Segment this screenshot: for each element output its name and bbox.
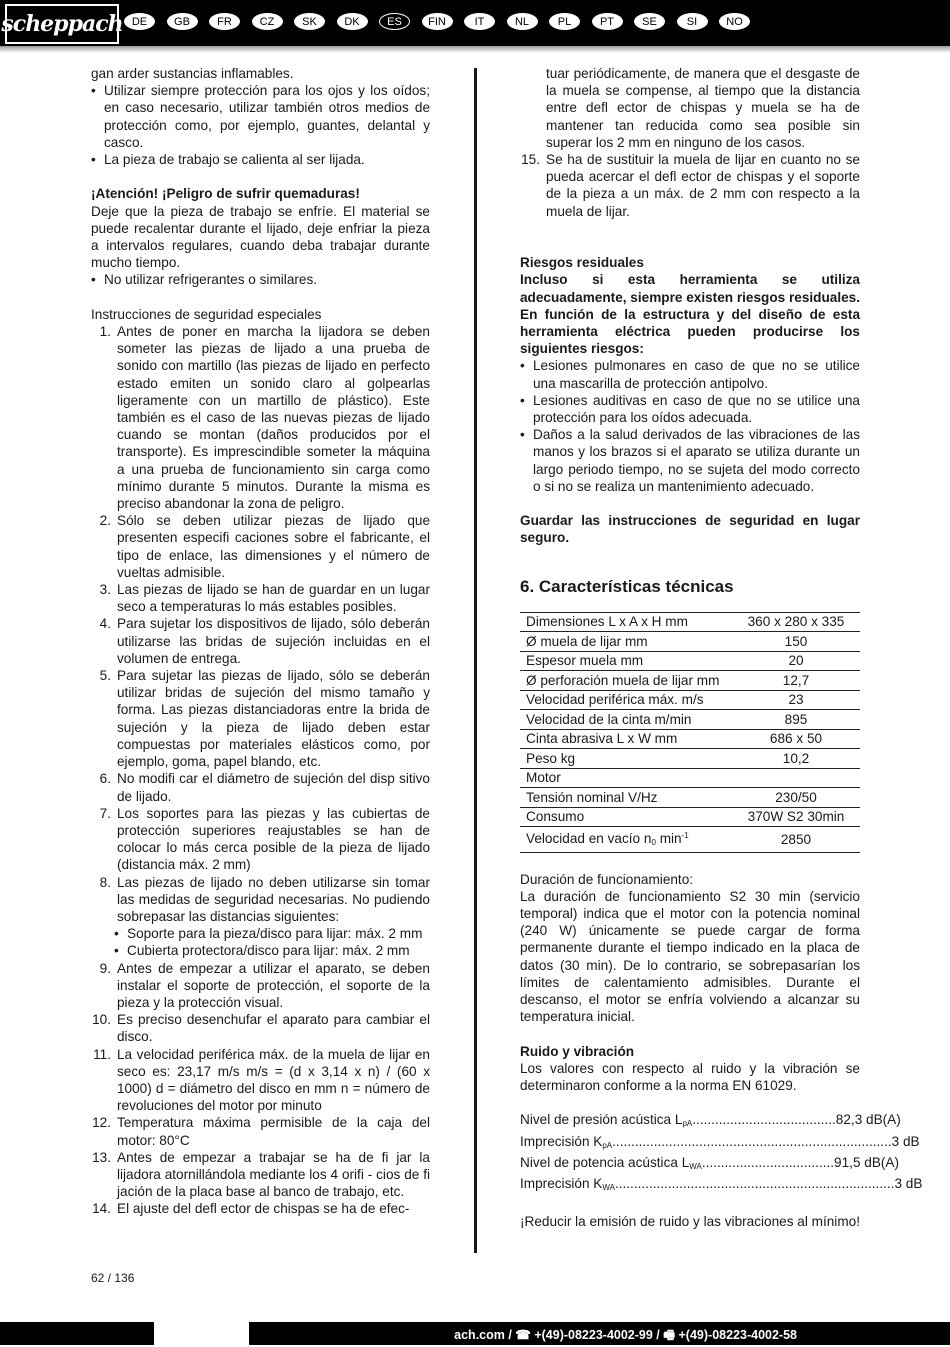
page-number: 62 / 136 <box>91 1271 135 1285</box>
spec-label: Velocidad de la cinta m/min <box>520 710 732 730</box>
spec-value: 370W S2 30min <box>732 807 860 827</box>
spec-value: 20 <box>732 651 860 671</box>
numbered-item: 8. Las piezas de lijado no deben utilizarse sin tomar las medidas de seguridad necesarias. No pudiendo sobrepasar las distancias siguientes: <box>99 874 430 924</box>
language-no[interactable]: NO <box>719 13 750 30</box>
bullet-item: • Utilizar siempre protección para los ojos y los oídos; en caso necesario, utilizar también otros medios de protección como, por ejemplo, guantes, delantal y casco. <box>91 82 430 151</box>
spec-row <box>520 827 860 853</box>
spec-row <box>520 807 860 827</box>
spec-row <box>520 749 860 769</box>
item-14-continuation: tuar periódicamente, de manera que el desgaste de la muela se compense, al tiempo que la distancia entre defl ector de chispas y muela se ha de mantener tan reducida como sea posible sin superar los 2 mm en ninguno de los casos. <box>546 66 860 150</box>
spec-label: Peso kg <box>520 749 732 769</box>
language-fin[interactable]: FIN <box>422 13 453 30</box>
sub-bullet-item: • Soporte para la pieza/disco para lijar: máx. 2 mm <box>91 925 430 942</box>
special-instructions-title: Instrucciones de seguridad especiales <box>91 306 322 322</box>
noise-text: Los valores con respecto al ruido y la vibración se determinaron conforme a la norma EN 61029. <box>520 1060 860 1093</box>
noise-row: Imprecisión $K_{WA}$ .......................................................................... 3 dB <box>520 1175 923 1192</box>
residual-risks-intro: Incluso si esta herramienta se utiliza adecuadamente, siempre existen riesgos residuales. En función de la estructura y del diseño de esta herramienta eléctrica pueden producirse los siguientes riesgos: <box>520 272 861 357</box>
language-se[interactable]: SE <box>634 13 665 30</box>
spec-value: 230/50 <box>732 788 860 808</box>
column-divider <box>474 68 477 1253</box>
reduce-note: ¡Reducir la emisión de ruido y las vibraciones al mínimo! <box>520 1214 860 1230</box>
numbered-item: 2. Sólo se deben utilizar piezas de lijado que presenten especifi caciones sobre el fabricante, el tipo de enlace, las dimensiones y el número de vueltas admisible. <box>99 513 430 580</box>
numbered-item: 7. Los soportes para las piezas y las cubiertas de protección superiores reajustables se han de colocar lo más cerca posible de la pieza de lijado (distancia máx. 2 mm) <box>99 805 430 873</box>
noise-row: Imprecisión $K_{pA}$ .......................................................................... 3 dB <box>520 1133 920 1150</box>
numbered-item: 11. La velocidad periférica máx. de la muela de lijar en seco es: 23,17 m/s m/s = (d x 3,14 x n) / (60 x 1000) d = diámetro del disco en mm n = número de revoluciones del motor por minuto <box>93 1046 430 1114</box>
spec-value: 23 <box>732 690 860 710</box>
footer-contact: ach.com / ☎ +(49)-08223-4002-99 / 🖷 +(49)-08223-4002-58 <box>454 1328 797 1342</box>
residual-risks-title: Riesgos residuales <box>520 255 644 271</box>
language-sk[interactable]: SK <box>294 13 325 30</box>
noise-row: Nivel de presión acústica $L_{pA}$ ...................................... 82,3 dB(A) <box>520 1112 901 1129</box>
spec-label: Velocidad periférica máx. m/s <box>520 690 732 710</box>
spec-row <box>520 710 860 730</box>
spec-row <box>520 788 860 808</box>
risk-item: • Lesiones auditivas en caso de que no se utilice una protección para los oídos adecuada. <box>520 392 860 426</box>
language-fr[interactable]: FR <box>209 13 240 30</box>
bullet-item: • La pieza de trabajo se calienta al ser lijada. <box>91 151 430 168</box>
numbered-item: 12. Temperatura máxima permisible de la caja del motor: 80°C <box>92 1115 430 1148</box>
numbered-item: 4. Para sujetar los dispositivos de lijado, sólo deberán utilizarse las bridas de sujeción incluidas en el volumen de entrega. <box>99 616 430 666</box>
risk-item: • Lesiones pulmonares en caso de que no se utilice una mascarilla de protección antipolvo. <box>520 357 860 391</box>
duty-title: Duración de funcionamiento: <box>520 871 694 887</box>
section-title: 6. Características técnicas <box>520 576 734 596</box>
bullet-item: • No utilizar refrigerantes o similares. <box>91 271 430 288</box>
spec-row <box>520 612 860 632</box>
language-it[interactable]: IT <box>464 13 495 30</box>
spec-label: Velocidad en vacío $n_0$ $\min^{-1}$ <box>520 827 732 853</box>
noise-title: Ruido y vibración <box>520 1043 635 1059</box>
text-line: gan arder sustancias inflamables. <box>91 66 294 81</box>
left-column <box>91 65 430 1218</box>
spec-row <box>520 671 860 691</box>
language-gb[interactable]: GB <box>167 13 198 30</box>
spec-label: Consumo <box>520 807 732 827</box>
spec-value: 10,2 <box>732 749 860 769</box>
spec-value: 12,7 <box>732 671 860 691</box>
spec-value: 895 <box>732 710 860 730</box>
keep-instructions-note: Guardar las instrucciones de seguridad en lugar seguro. <box>520 513 860 546</box>
numbered-item: 1. Antes de poner en marcha la lijadora se deben someter las piezas de lijado a una prueba de sonido con martillo (las piezas de lijado en perfecto estado emiten un sonido claro al golpearlas ligeramente con un martillo de plástico). Este también es el caso de las nuevas piezas de lijado cuando se montan (daños producidos por el transporte). Es imprescindible someter la máquina a una prueba de funcionamiento sin carga como mínimo durante 5 minutos. Durante la misma es preciso abandonar la zona de peligro. <box>99 324 430 512</box>
language-de[interactable]: DE <box>124 13 155 30</box>
spec-label: Motor <box>520 768 732 788</box>
spec-row <box>520 690 860 710</box>
spec-label: Ø perforación muela de lijar mm <box>520 671 732 691</box>
spec-value: 686 x 50 <box>732 729 860 749</box>
spec-value: 360 x 280 x 335 <box>732 612 860 632</box>
language-pt[interactable]: PT <box>592 13 623 30</box>
footer-gap <box>154 1322 249 1345</box>
numbered-item: 3. Las piezas de lijado se han de guardar en un lugar seco a temperaturas lo más estables posibles. <box>99 582 430 615</box>
warning-text: Deje que la pieza de trabajo se enfríe. El material se puede recalentar durante el lijado, deje enfriar la pieza a intervalos regulares, cuando deba trabajar durante mucho tiempo. <box>91 203 430 271</box>
spec-value: 150 <box>732 632 860 652</box>
duty-text: La duración de funcionamiento S2 30 min (servicio temporal) indica que el motor con la potencia nominal (240 W) únicamente se puede cargar de forma permanente durante el tiempo indicado en la placa de datos (30 min). De lo contrario, se sobrepasarían los límites de calentamiento admisibles. Durante el descanso, el motor se enfría volviendo a alcanzar su temperatura inicial. <box>520 888 860 1025</box>
numbered-item: 10. Es preciso desenchufar el aparato para cambiar el disco. <box>92 1012 430 1045</box>
numbered-item: 15. Se ha de sustituir la muela de lijar en cuanto no se pueda acercar el defl ector de chispas y el soporte de la pieza a un máx. de 2 mm con respecto a la muela de lijar. <box>521 152 860 219</box>
numbered-item: 5. Para sujetar las piezas de lijado, sólo se deberán utilizar bridas de sujeción del mismo tamaño y forma. Las piezas distanciadoras entre la brida de sujeción y la pieza de lijado deben estar compuestas por materiales elásticos como, por ejemplo, goma, papel blando, etc. <box>99 668 430 770</box>
numbered-item: 14. El ajuste del defl ector de chispas se ha de efec- <box>92 1201 410 1217</box>
numbered-item: 6. No modifi car el diámetro de sujeción del disp sitivo de lijado. <box>99 771 430 804</box>
spec-value: 2850 <box>732 827 860 853</box>
sub-bullet-item: • Cubierta protectora/disco para lijar: máx. 2 mm <box>91 942 430 959</box>
language-nl[interactable]: NL <box>507 13 538 30</box>
spec-label: Ø muela de lijar mm <box>520 632 732 652</box>
language-selector <box>124 13 750 30</box>
language-pl[interactable]: PL <box>549 13 580 30</box>
spec-value <box>732 768 860 788</box>
spec-label: Tensión nominal V/Hz <box>520 788 732 808</box>
specs-table <box>520 612 860 854</box>
scheppach-logo: scheppach <box>5 4 119 44</box>
noise-row: Nivel de potencia acústica $L_{WA}$ ................................... 91,5 dB(A) <box>520 1154 900 1171</box>
header-gradient <box>0 46 950 53</box>
language-cz[interactable]: CZ <box>252 13 283 30</box>
language-es[interactable]: ES <box>379 13 410 30</box>
numbered-item: 9. Antes de empezar a utilizar el aparato, se deben instalar el soporte de protección, el soporte de la pieza y la protección visual. <box>99 960 430 1010</box>
language-dk[interactable]: DK <box>337 13 368 30</box>
spec-row <box>520 768 860 788</box>
spec-row <box>520 632 860 652</box>
spec-row <box>520 729 860 749</box>
spec-row <box>520 651 860 671</box>
risk-item: • Daños a la salud derivados de las vibraciones de las manos y los brazos si el aparato se utiliza durante un largo periodo tiempo, no se sujeta del modo correcto o si no se realiza un mantenimiento adecuado. <box>520 426 860 495</box>
warning-title: ¡Atención! ¡Peligro de sufrir quemaduras! <box>91 186 360 202</box>
spec-label: Espesor muela mm <box>520 651 732 671</box>
numbered-item: 13. Antes de empezar a trabajar se ha de fi jar la lijadora atornillándola mediante los 4 orifi - cios de fi jación de la placa base al banco de trabajo, etc. <box>92 1149 430 1200</box>
language-si[interactable]: SI <box>677 13 708 30</box>
spec-label: Dimensiones L x A x H mm <box>520 612 732 632</box>
spec-label: Cinta abrasiva L x W mm <box>520 729 732 749</box>
right-column <box>520 65 923 1231</box>
